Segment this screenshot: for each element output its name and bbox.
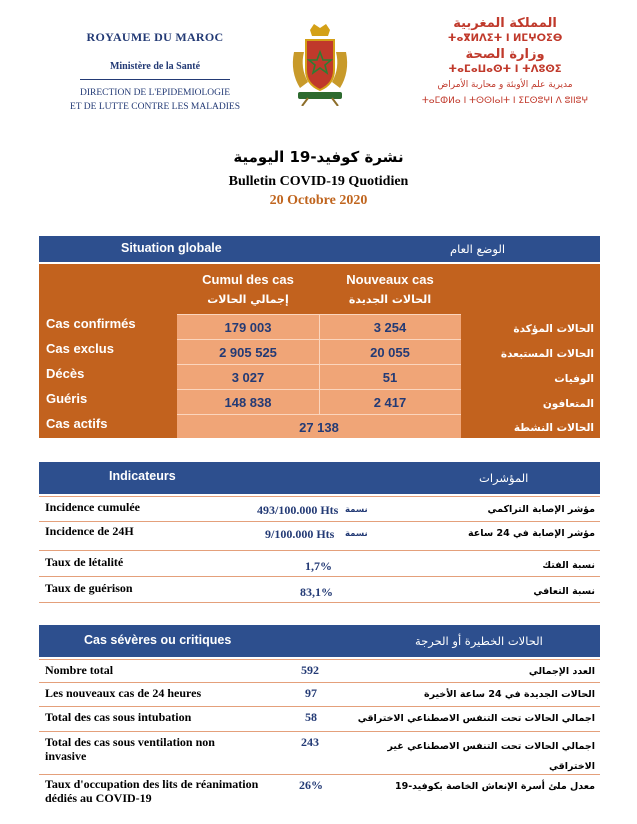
- severe-row: [39, 707, 600, 732]
- severe-label-ar: معدل ملئ أسرة الإنعاش الخاصة بكوفيد-19: [394, 781, 595, 792]
- coat-of-arms-icon: [288, 22, 352, 106]
- severe-value: 26%: [299, 778, 323, 792]
- severe-label-ar: اجمالي الحالات تحت التنفس الاصطناعي غير الاختراقي: [387, 741, 595, 772]
- column-new-ar: الحالات الجديدة: [319, 293, 461, 306]
- row-label-fr: Cas exclus: [39, 339, 177, 364]
- severe-title-ar: الحالات الخطيرة أو الحرجة: [415, 634, 543, 648]
- row-label-fr: Cas actifs: [39, 414, 177, 438]
- indicator-row: [39, 497, 600, 522]
- direction-name-ar: مديرية علم الأوبئة و محاربة الأمراض: [437, 80, 573, 90]
- indicator-unit-ar: نسمة: [345, 529, 368, 539]
- row-label-ar: المتعافون: [461, 389, 600, 414]
- value-new: 2 417: [373, 395, 407, 410]
- indicator-row: [39, 522, 600, 551]
- severe-label-ar: الحالات الجديدة في 24 ساعة الأخيرة: [423, 689, 595, 700]
- severe-label-ar: اجمالي الحالات تحت التنفس الاصطناعي الاختراقي: [357, 713, 595, 724]
- indicator-label-ar: نسبة الفتك: [542, 560, 595, 571]
- severe-label-fr: Taux d'occupation des lits de réanimation dédiés au COVID-19: [45, 777, 259, 805]
- header-arabic-block: [405, 16, 605, 109]
- severe-value: 592: [301, 663, 319, 677]
- bulletin-title-fr: Bulletin COVID-19 Quotidien: [228, 174, 409, 189]
- indicator-value: 493/100.000 Hts: [257, 503, 339, 517]
- column-new-fr: Nouveaux cas: [319, 272, 461, 287]
- indicator-label-fr: Taux de létalité: [45, 555, 124, 569]
- severe-row: [39, 775, 600, 809]
- severe-row: [39, 683, 600, 707]
- row-label-ar: الوفيات: [461, 364, 600, 389]
- ministry-name-tifinagh: ⵜⴰⵎⴰⵡⴰⵙⵜ ⵏ ⵜⴷⵓⵙⵉ: [448, 64, 562, 75]
- indicator-label-ar: نسبة التعافي: [533, 586, 595, 597]
- severe-label-fr: Nombre total: [45, 663, 114, 677]
- row-label-ar: الحالات النشطة: [461, 414, 600, 438]
- value-new: 20 055: [370, 345, 410, 360]
- kingdom-name-fr: ROYAUME DU MAROC: [86, 30, 224, 44]
- value-new: 51: [382, 370, 398, 385]
- kingdom-name-ar: المملكة المغربية: [453, 16, 557, 31]
- indicator-label-ar: مؤشر الإصابة في 24 ساعة: [468, 528, 595, 539]
- severe-label-fr: Les nouveaux cas de 24 heures: [45, 686, 202, 700]
- severe-title-fr: Cas sévères ou critiques: [84, 633, 232, 647]
- indicators-title-ar: المؤشرات: [479, 471, 529, 485]
- direction-name-fr: [40, 86, 270, 114]
- ministry-name-ar: وزارة الصحة: [465, 47, 545, 62]
- severe-label-fr: Total des cas sous ventilation non invasive: [45, 735, 215, 763]
- bulletin-date: 20 Octobre 2020: [269, 193, 368, 208]
- indicator-unit-ar: نسمة: [345, 505, 368, 515]
- indicator-row: [39, 577, 600, 603]
- indicator-row: [39, 551, 600, 577]
- severe-value: 58: [305, 710, 317, 724]
- situation-title-ar: الوضع العام: [450, 242, 506, 256]
- value-cumul: 179 003: [224, 320, 272, 335]
- direction-line-2: ET DE LUTTE CONTRE LES MALADIES: [69, 102, 241, 112]
- situation-header: [39, 236, 600, 262]
- value-cumul: 3 027: [231, 370, 265, 385]
- indicator-value: 83,1%: [300, 585, 333, 599]
- indicators-title-fr: Indicateurs: [109, 469, 176, 483]
- indicator-label-ar: مؤشر الإصابة التراكمي: [487, 504, 595, 515]
- value-cumul: 2 905 525: [219, 345, 277, 360]
- severe-value: 243: [301, 735, 319, 749]
- kingdom-name-tifinagh: ⵜⴰⴳⵍⴷⵉⵜ ⵏ ⵍⵎⵖⵔⵉⴱ: [447, 33, 563, 44]
- indicator-value: 1,7%: [305, 559, 332, 573]
- row-label-fr: Cas confirmés: [39, 314, 177, 339]
- severe-header: [39, 625, 600, 657]
- situation-title-fr: Situation globale: [121, 241, 222, 255]
- severe-row: [39, 660, 600, 683]
- bulletin-title-ar: نشرة كوفيد-19 اليومية: [233, 148, 404, 166]
- indicator-label-fr: Incidence de 24H: [45, 524, 134, 538]
- indicator-label-fr: Incidence cumulée: [45, 500, 140, 514]
- row-label-fr: Guéris: [39, 389, 177, 414]
- header-divider: [80, 79, 230, 80]
- severe-label-fr: Total des cas sous intubation: [45, 710, 192, 724]
- value-active: 27 138: [299, 420, 339, 435]
- indicator-label-fr: Taux de guérison: [45, 581, 133, 595]
- row-label-fr: Décès: [39, 364, 177, 389]
- situation-table: [39, 264, 600, 438]
- header-french-block: [40, 30, 270, 114]
- severe-label-ar: العدد الإجمالي: [528, 666, 595, 677]
- ministry-name-fr: Ministère de la Santé: [109, 61, 201, 72]
- indicators-header: [39, 462, 600, 494]
- row-label-ar: الحالات المستبعدة: [461, 339, 600, 364]
- direction-name-tifinagh: ⵜⴰⵎⵀⵍⴰ ⵏ ⵜⵙⵙⵏⴰⵏⵜ ⵏ ⵉⵎⵙⵓⵖⵏ ⴷ ⵓⵏⵏⵓⵖ: [421, 96, 589, 106]
- value-new: 3 254: [373, 320, 407, 335]
- value-cumul: 148 838: [224, 395, 272, 410]
- indicator-value: 9/100.000 Hts: [265, 527, 335, 541]
- severe-row: [39, 732, 600, 775]
- direction-line-1: DIRECTION DE L'EPIDEMIOLOGIE: [80, 88, 230, 98]
- row-label-ar: الحالات المؤكدة: [461, 314, 600, 339]
- severe-value: 97: [305, 686, 317, 700]
- column-cumul-fr: Cumul des cas: [177, 272, 319, 287]
- column-cumul-ar: إجمالي الحالات: [177, 293, 319, 306]
